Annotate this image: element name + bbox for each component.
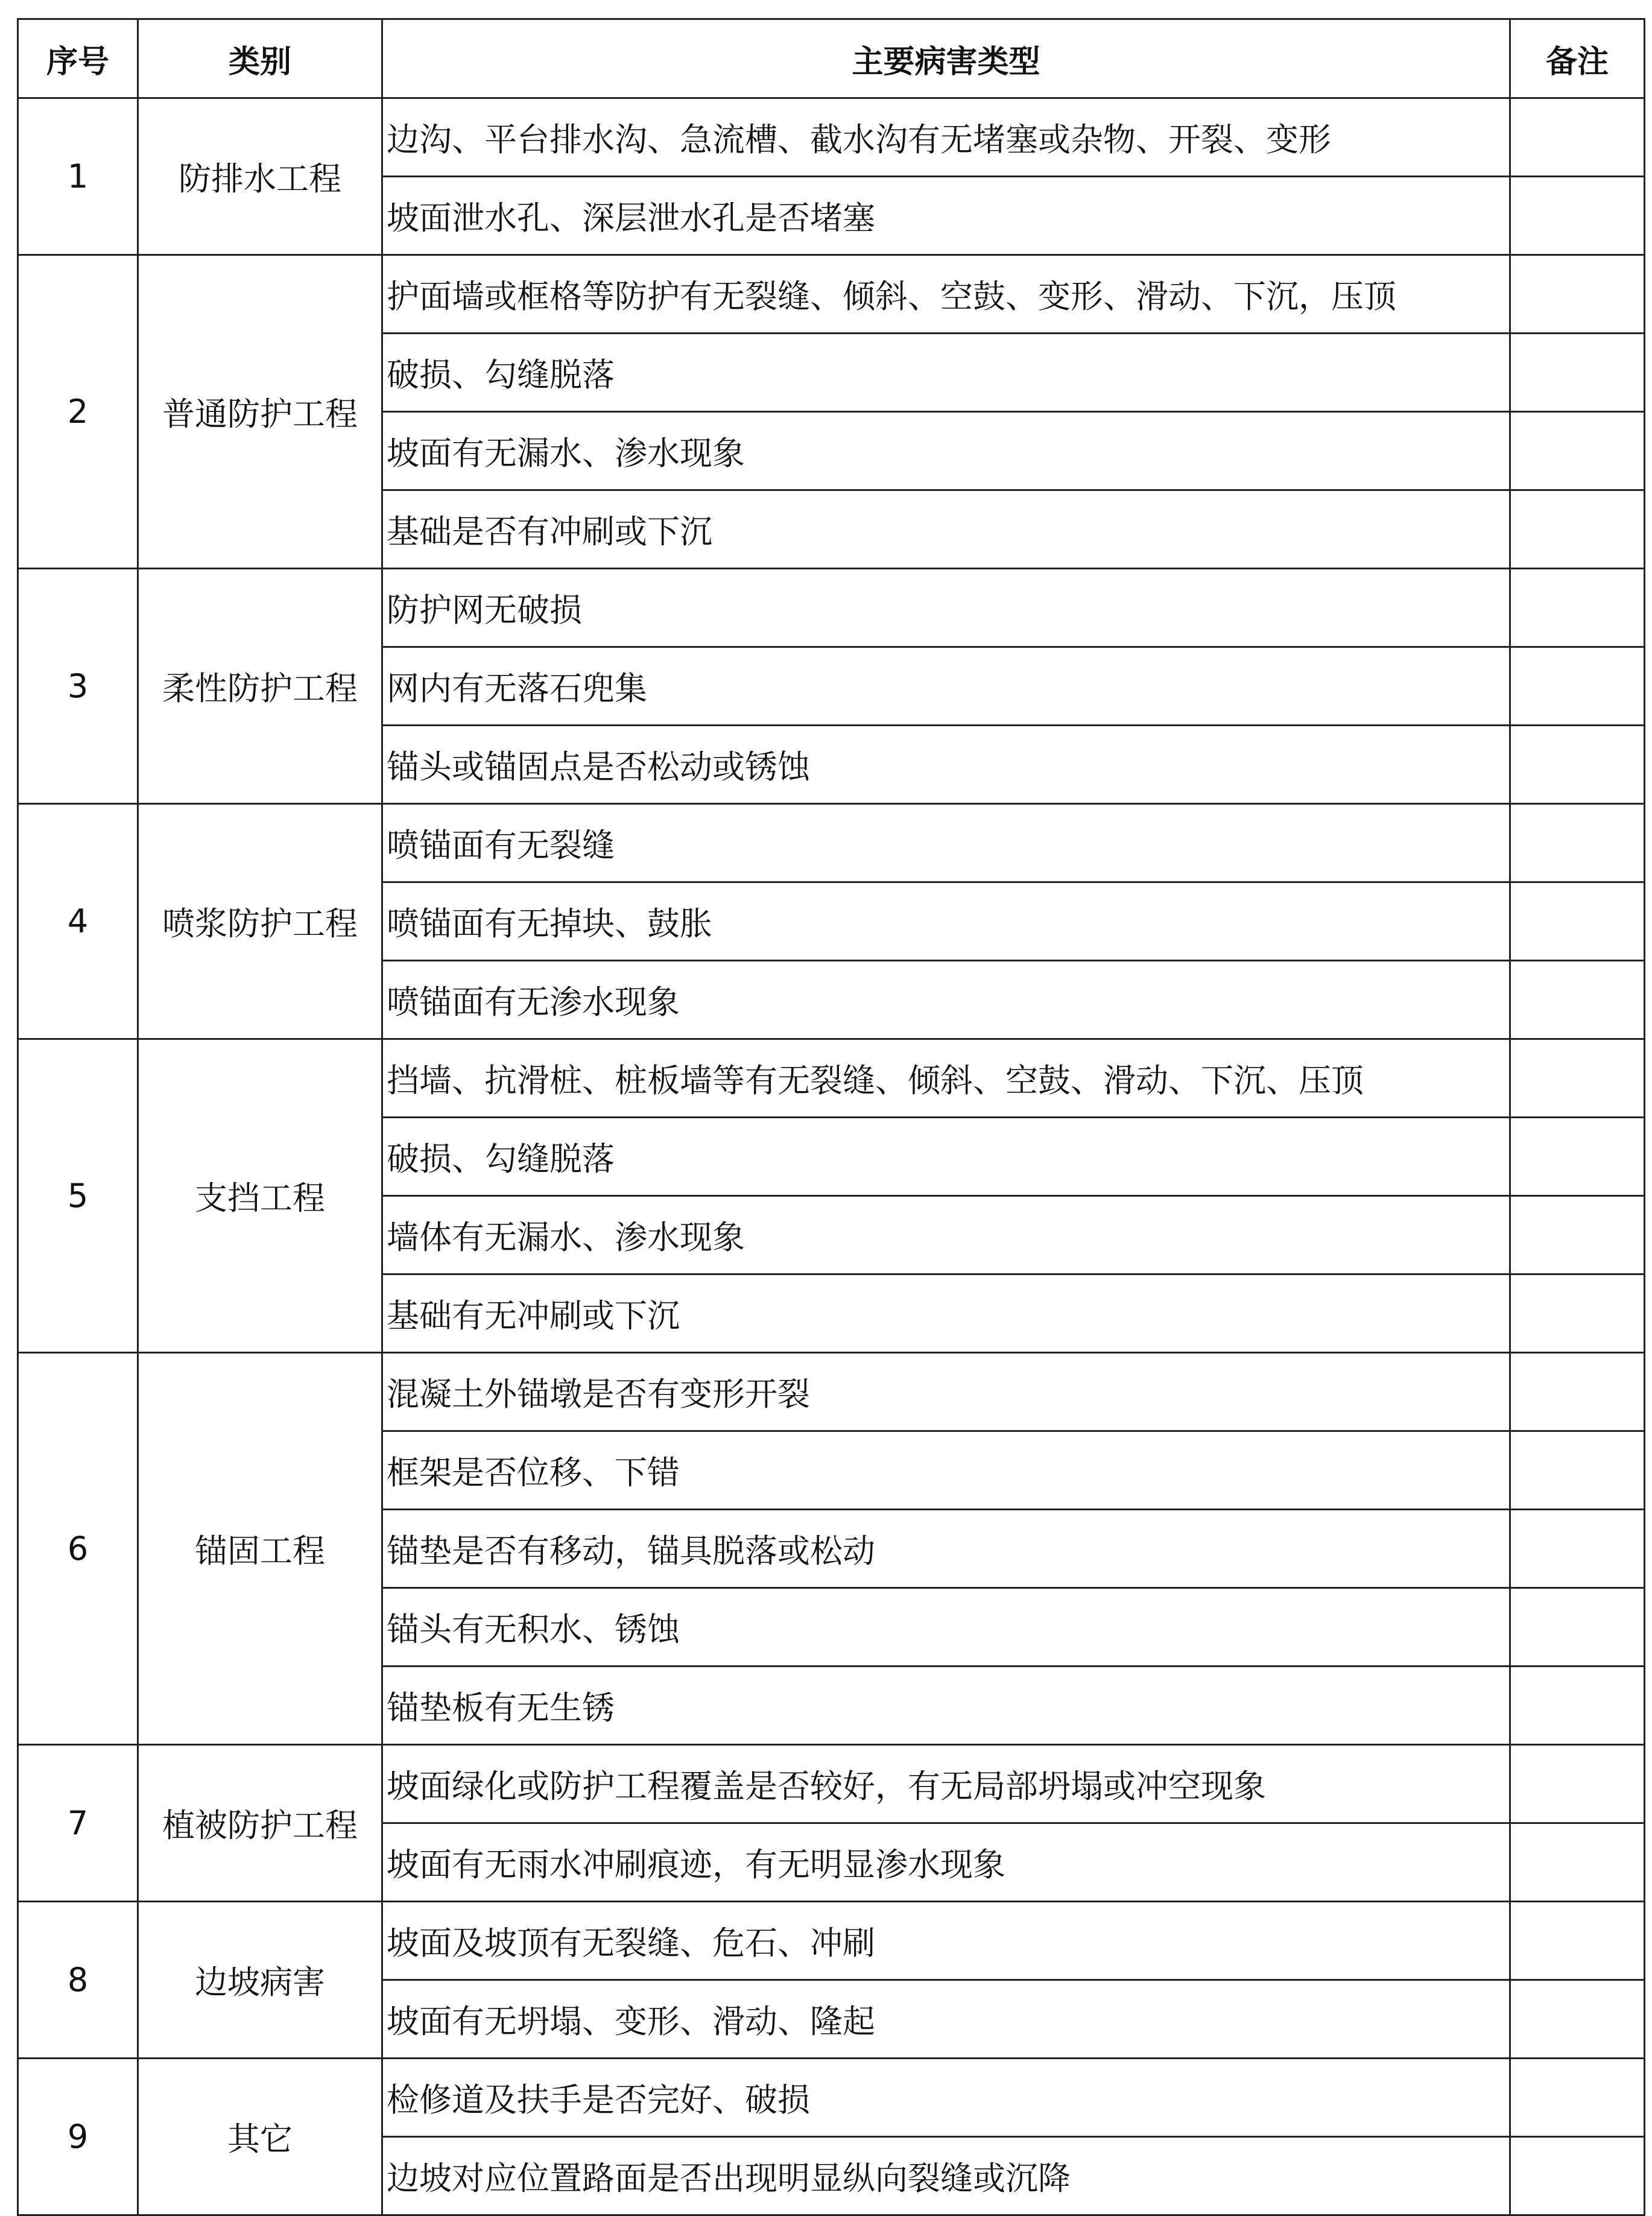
row-item: 坡面泄水孔、深层泄水孔是否堵塞	[382, 177, 1510, 255]
row-item: 喷锚面有无渗水现象	[382, 961, 1510, 1039]
header-row	[18, 19, 1645, 98]
row-category: 锚固工程	[138, 1353, 382, 1745]
row-note-cell	[1510, 1745, 1645, 1823]
row-note-cell	[1510, 961, 1645, 1039]
row-item: 混凝土外锚墩是否有变形开裂	[382, 1353, 1510, 1431]
row-item: 墙体有无漏水、渗水现象	[382, 1196, 1510, 1274]
row-item: 网内有无落石兜集	[382, 647, 1510, 726]
header-notes: 备注	[1510, 19, 1645, 98]
row-item: 护面墙或框格等防护有无裂缝、倾斜、空鼓、变形、滑动、下沉，压顶	[382, 255, 1510, 334]
row-seq: 2	[18, 255, 138, 569]
row-note-cell	[1510, 647, 1645, 726]
row-category: 防排水工程	[138, 98, 382, 255]
row-note-cell	[1510, 255, 1645, 334]
row-item: 锚头或锚固点是否松动或锈蚀	[382, 726, 1510, 804]
row-seq: 9	[18, 2059, 138, 2215]
row-note-cell	[1510, 1902, 1645, 1980]
row-note-cell	[1510, 334, 1645, 412]
row-note-cell	[1510, 177, 1645, 255]
table-row	[18, 1353, 1645, 1431]
table-row	[18, 1039, 1645, 1118]
row-category: 喷浆防护工程	[138, 804, 382, 1039]
row-item: 坡面及坡顶有无裂缝、危石、冲刷	[382, 1902, 1510, 1980]
row-item: 基础有无冲刷或下沉	[382, 1274, 1510, 1353]
row-note-cell	[1510, 1118, 1645, 1196]
row-note-cell	[1510, 412, 1645, 490]
row-category: 边坡病害	[138, 1902, 382, 2059]
row-item: 锚垫板有无生锈	[382, 1667, 1510, 1745]
row-item: 坡面有无漏水、渗水现象	[382, 412, 1510, 490]
row-item: 锚垫是否有移动，锚具脱落或松动	[382, 1510, 1510, 1588]
row-item: 防护网无破损	[382, 569, 1510, 647]
header-seq: 序号	[18, 19, 138, 98]
row-note-cell	[1510, 2059, 1645, 2137]
row-item: 边沟、平台排水沟、急流槽、截水沟有无堵塞或杂物、开裂、变形	[382, 98, 1510, 177]
table-row	[18, 1745, 1645, 1823]
row-note-cell	[1510, 569, 1645, 647]
table-row	[18, 804, 1645, 882]
row-seq: 5	[18, 1039, 138, 1353]
row-note-cell	[1510, 1039, 1645, 1118]
row-category: 植被防护工程	[138, 1745, 382, 1902]
row-seq: 3	[18, 569, 138, 804]
table-row	[18, 569, 1645, 647]
row-item: 破损、勾缝脱落	[382, 1118, 1510, 1196]
row-item: 喷锚面有无掉块、鼓胀	[382, 882, 1510, 961]
table-row	[18, 98, 1645, 177]
row-category: 柔性防护工程	[138, 569, 382, 804]
row-note-cell	[1510, 1274, 1645, 1353]
table-row	[18, 1902, 1645, 1980]
row-seq: 4	[18, 804, 138, 1039]
row-note-cell	[1510, 804, 1645, 882]
row-item: 坡面有无坍塌、变形、滑动、隆起	[382, 1980, 1510, 2059]
row-note-cell	[1510, 1431, 1645, 1510]
row-note-cell	[1510, 1980, 1645, 2059]
row-category: 支挡工程	[138, 1039, 382, 1353]
row-note-cell	[1510, 726, 1645, 804]
row-seq: 1	[18, 98, 138, 255]
row-item: 基础是否有冲刷或下沉	[382, 490, 1510, 569]
row-category: 其它	[138, 2059, 382, 2215]
row-item: 喷锚面有无裂缝	[382, 804, 1510, 882]
row-item: 锚头有无积水、锈蚀	[382, 1588, 1510, 1667]
row-seq: 7	[18, 1745, 138, 1902]
row-item: 边坡对应位置路面是否出现明显纵向裂缝或沉降	[382, 2137, 1510, 2215]
row-item: 破损、勾缝脱落	[382, 334, 1510, 412]
table-row	[18, 2059, 1645, 2137]
table-body	[18, 98, 1645, 2215]
row-note-cell	[1510, 1667, 1645, 1745]
row-note-cell	[1510, 1588, 1645, 1667]
row-note-cell	[1510, 98, 1645, 177]
row-seq: 6	[18, 1353, 138, 1745]
row-note-cell	[1510, 1510, 1645, 1588]
row-item: 检修道及扶手是否完好、破损	[382, 2059, 1510, 2137]
row-item: 框架是否位移、下错	[382, 1431, 1510, 1510]
row-note-cell	[1510, 1823, 1645, 1902]
row-item: 挡墙、抗滑桩、桩板墙等有无裂缝、倾斜、空鼓、滑动、下沉、压顶	[382, 1039, 1510, 1118]
row-category: 普通防护工程	[138, 255, 382, 569]
row-seq: 8	[18, 1902, 138, 2059]
header-items: 主要病害类型	[382, 19, 1510, 98]
row-item: 坡面绿化或防护工程覆盖是否较好，有无局部坍塌或冲空现象	[382, 1745, 1510, 1823]
row-item: 坡面有无雨水冲刷痕迹，有无明显渗水现象	[382, 1823, 1510, 1902]
table-row	[18, 255, 1645, 334]
header-category: 类别	[138, 19, 382, 98]
row-note-cell	[1510, 1196, 1645, 1274]
row-note-cell	[1510, 1353, 1645, 1431]
row-note-cell	[1510, 2137, 1645, 2215]
row-note-cell	[1510, 490, 1645, 569]
inspection-table	[17, 18, 1645, 2216]
row-note-cell	[1510, 882, 1645, 961]
